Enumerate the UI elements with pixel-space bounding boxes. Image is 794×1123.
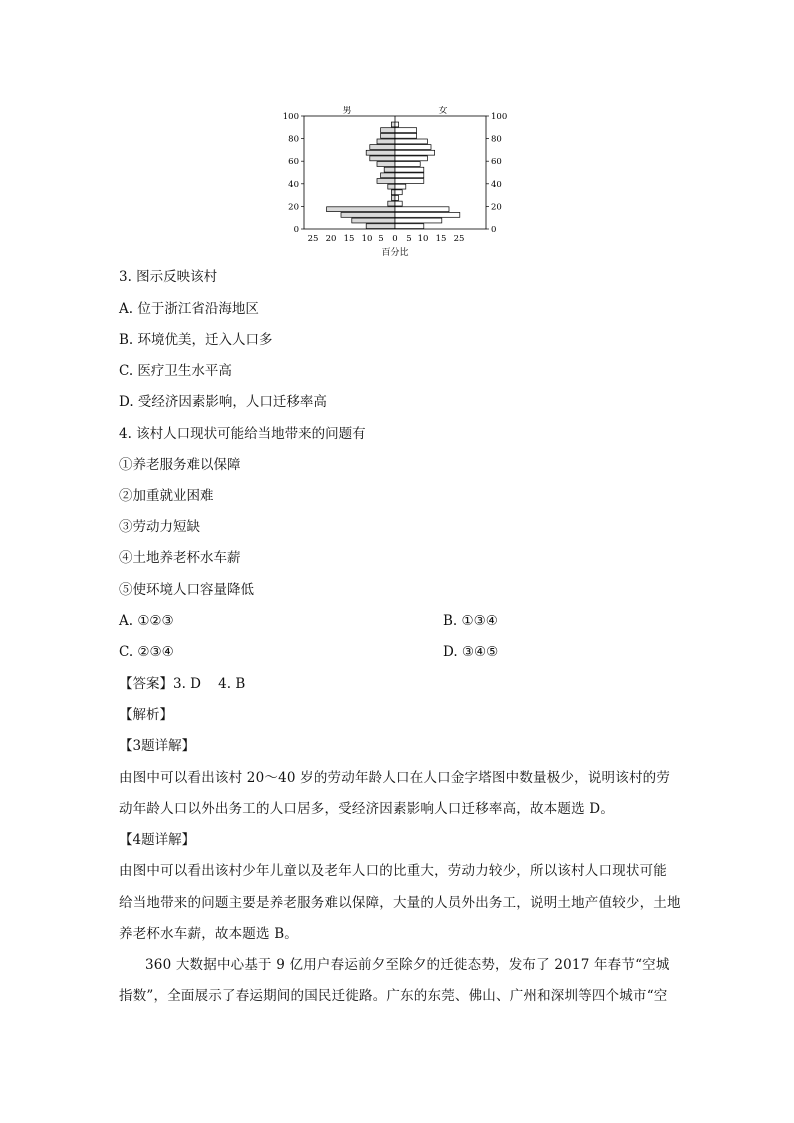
q4-stem: 4. 该村人口现状可能给当地带来的问题有 xyxy=(119,426,366,442)
female-bar-50-54 xyxy=(395,167,424,172)
x-tick-label-3: 10 xyxy=(361,234,373,244)
male-bar-50-54 xyxy=(384,167,395,172)
detail4-line-1: 由图中可以看出该村少年儿童以及老年人口的比重大，劳动力较少，所以该村人口现状可能 xyxy=(119,863,667,879)
q4-item-3: ③劳动力短缺 xyxy=(119,519,200,535)
detail3-heading: 【3题详解】 xyxy=(119,738,196,754)
male-bar-25-29 xyxy=(391,196,395,201)
q4-option-c: C. ②③④ xyxy=(119,644,174,660)
y-tick-label-right-0: 0 xyxy=(491,225,497,235)
x-tick-label-4: 5 xyxy=(378,234,384,244)
detail4-heading: 【4题详解】 xyxy=(119,832,196,848)
male-bar-35-39 xyxy=(388,184,395,189)
q3-option-d: D. 受经济因素影响，人口迁移率高 xyxy=(119,394,327,410)
detail4-line-3: 养老杯水车薪，故本题选 B。 xyxy=(119,926,299,942)
female-bar-80-84 xyxy=(395,133,417,138)
female-bar-5-9 xyxy=(395,218,442,223)
female-bar-15-19 xyxy=(395,207,449,212)
analysis-heading: 【解析】 xyxy=(119,707,173,723)
q3-stem: 3. 图示反映该村 xyxy=(119,269,218,285)
male-bar-40-44 xyxy=(377,179,395,184)
q4-item-2: ②加重就业困难 xyxy=(119,488,214,504)
y-tick-label-left-80: 80 xyxy=(288,134,299,145)
female-bar-70-74 xyxy=(395,145,431,150)
q4-item-4: ④土地养老杯水车薪 xyxy=(119,550,241,566)
male-bar-10-14 xyxy=(341,212,395,217)
detail3-line-2: 动年龄人口以外出务工的人口居多，受经济因素影响人口迁移率高，故本题选 D。 xyxy=(119,801,615,817)
female-bar-75-79 xyxy=(395,139,427,144)
female-bar-65-69 xyxy=(395,150,435,155)
q4-item-1: ①养老服务难以保障 xyxy=(119,457,241,473)
detail3-line-1: 由图中可以看出该村 20～40 岁的劳动年龄人口在人口金字塔图中数量极少，说明该村的劳 xyxy=(119,770,671,786)
q3-option-c: C. 医疗卫生水平高 xyxy=(119,363,232,379)
y-tick-label-left-40: 40 xyxy=(288,179,299,190)
male-bar-60-64 xyxy=(370,156,395,161)
detail4-line-2: 给当地带来的问题主要是养老服务难以保障，大量的人员外出务工，说明土地产值较少，土地 xyxy=(119,895,681,911)
male-bar-65-69 xyxy=(366,150,395,155)
male-bar-55-59 xyxy=(377,162,395,167)
male-bar-20-24 xyxy=(388,201,395,206)
y-tick-label-right-60: 60 xyxy=(491,157,502,168)
male-bar-15-19 xyxy=(327,207,395,212)
y-tick-label-right-100: 100 xyxy=(491,112,508,122)
y-tick-label-right-80: 80 xyxy=(491,134,502,145)
x-tick-label-5: 0 xyxy=(392,234,398,244)
male-label: 男 xyxy=(342,106,352,116)
female-bar-55-59 xyxy=(395,162,420,167)
passage-line-2: 指数”，全面展示了春运期间的国民迁徙路。广东的东莞、佛山、广州和深圳等四个城市“空 xyxy=(119,988,668,1004)
y-tick-label-left-100: 100 xyxy=(282,112,299,122)
male-bar-5-9 xyxy=(352,218,395,223)
x-axis-label: 百分比 xyxy=(381,248,409,258)
passage-line-1: 360 大数据中心基于 9 亿用户春运前夕至除夕的迁徙态势，发布了 2017 年春节“空城 xyxy=(145,957,670,973)
male-bar-0-4 xyxy=(366,224,395,229)
q3-option-b: B. 环境优美，迁入人口多 xyxy=(119,332,273,348)
male-bar-80-84 xyxy=(381,133,395,138)
x-tick-label-0: 25 xyxy=(307,234,319,244)
female-bar-90-94 xyxy=(395,122,399,127)
q4-option-b: B. ①③④ xyxy=(443,613,498,629)
female-bar-25-29 xyxy=(395,196,399,201)
x-tick-label-8: 15 xyxy=(435,234,447,244)
male-bar-70-74 xyxy=(370,145,395,150)
female-label: 女 xyxy=(438,106,448,116)
answer-line: 【答案】3. D 4. B xyxy=(119,676,246,692)
y-tick-label-left-60: 60 xyxy=(288,157,299,168)
female-bar-40-44 xyxy=(395,179,424,184)
female-bar-20-24 xyxy=(395,201,402,206)
x-tick-label-2: 15 xyxy=(343,234,355,244)
q3-option-a: A. 位于浙江省沿海地区 xyxy=(119,301,259,317)
y-tick-label-right-20: 20 xyxy=(491,202,502,213)
x-tick-label-6: 5 xyxy=(406,234,412,244)
female-bar-60-64 xyxy=(395,156,427,161)
female-bar-30-34 xyxy=(395,190,402,195)
female-bar-85-89 xyxy=(395,128,417,133)
y-tick-label-left-20: 20 xyxy=(288,202,299,213)
male-bar-75-79 xyxy=(377,139,395,144)
female-bar-10-14 xyxy=(395,212,460,217)
y-tick-label-left-0: 0 xyxy=(293,225,299,235)
female-bar-45-49 xyxy=(395,173,424,178)
male-bar-90-94 xyxy=(391,122,395,127)
q4-option-a: A. ①②③ xyxy=(119,613,174,629)
female-bar-0-4 xyxy=(395,224,424,229)
x-tick-label-1: 20 xyxy=(325,234,337,244)
x-tick-label-9: 25 xyxy=(453,234,465,244)
population-pyramid-chart xyxy=(280,106,510,258)
female-bar-35-39 xyxy=(395,184,406,189)
male-bar-85-89 xyxy=(381,128,395,133)
y-tick-label-right-40: 40 xyxy=(491,179,502,190)
male-bar-45-49 xyxy=(381,173,395,178)
x-tick-label-7: 10 xyxy=(417,234,429,244)
q4-option-d: D. ③④⑤ xyxy=(443,644,499,660)
q4-item-5: ⑤使环境人口容量降低 xyxy=(119,582,254,598)
male-bar-30-34 xyxy=(391,190,395,195)
